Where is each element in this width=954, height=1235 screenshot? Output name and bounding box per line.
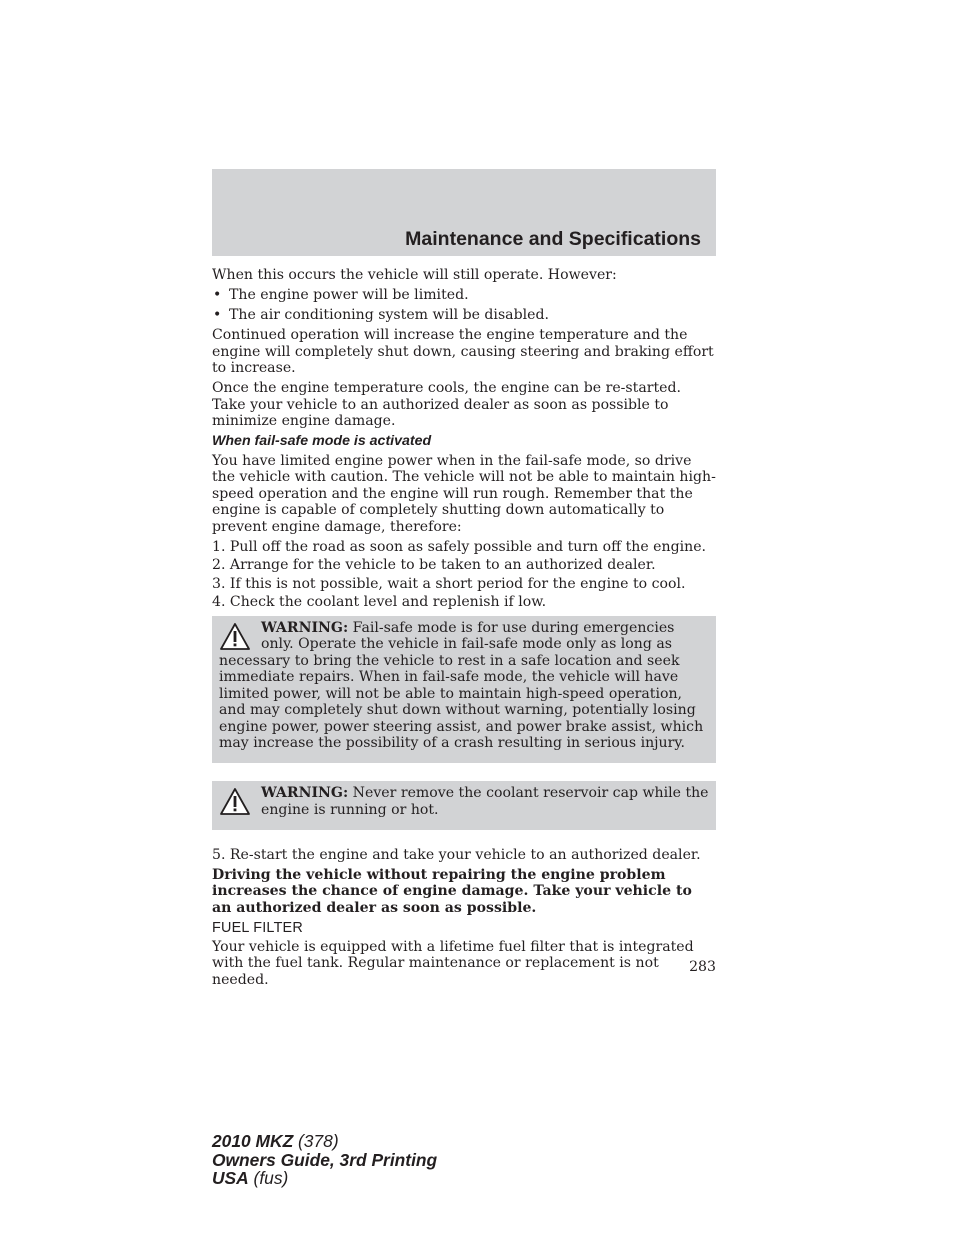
steps-list bbox=[212, 539, 716, 611]
warning-body: Never remove the coolant reservoir cap while the engine is running or hot. bbox=[261, 785, 709, 818]
warning-box bbox=[212, 781, 716, 830]
intro-paragraph: When this occurs the vehicle will still operate. However: bbox=[212, 267, 617, 283]
step-item: 1. Pull off the road as soon as safely possible and turn off the engine. bbox=[212, 538, 707, 555]
step-five: 5. Re-start the engine and take your vehicle to an authorized dealer. bbox=[212, 846, 701, 863]
warning-body: Fail-safe mode is for use during emergencies only. Operate the vehicle in fail-safe mode only as long as necessary to bring the vehicle to rest in a safe location and seek immediate repairs. When in fail-safe mode, the vehicle will have limited power, will not be able to maintain high-speed operation, and may completely shut down without warning, potentially losing engine power, power steering assist, and power brake assist, which may increase the possibility of a crash resulting in serious injury. bbox=[219, 619, 704, 751]
fuel-filter-paragraph: Your vehicle is equipped with a lifetime fuel filter that is integrated with the fuel tank. Regular maintenance or replacement is not needed. bbox=[212, 938, 694, 988]
effects-list bbox=[212, 287, 716, 324]
footer-line-model: 2010 MKZ (378) bbox=[212, 1131, 339, 1151]
section-header-banner bbox=[212, 169, 716, 256]
page-content bbox=[212, 267, 716, 992]
warning-text bbox=[219, 620, 709, 752]
step-item: 2. Arrange for the vehicle to be taken to an authorized dealer. bbox=[212, 557, 656, 573]
page-number: 283 bbox=[689, 959, 716, 975]
warning-label: WARNING: bbox=[261, 619, 349, 636]
footer-line-guide: Owners Guide, 3rd Printing bbox=[212, 1149, 438, 1170]
list-item: • The air conditioning system will be disabled. bbox=[212, 307, 716, 324]
document-footer bbox=[212, 1132, 437, 1188]
list-item: • The engine power will be limited. bbox=[212, 287, 716, 304]
continued-operation-paragraph: Continued operation will increase the engine temperature and the engine will completely shut down, causing steering and braking effort to increase. bbox=[212, 327, 714, 376]
warning-label: WARNING: bbox=[261, 785, 349, 801]
warning-triangle-icon bbox=[219, 787, 251, 817]
warning-text bbox=[219, 785, 709, 818]
fuel-filter-heading: FUEL FILTER bbox=[212, 920, 303, 936]
step-item: 3. If this is not possible, wait a short period for the engine to cool. bbox=[212, 575, 686, 592]
footer-line-region: USA (fus) bbox=[212, 1168, 289, 1188]
engine-cools-paragraph: Once the engine temperature cools, the engine can be re-started. Take your vehicle to an authorized dealer as soon as possible to minimize engine damage. bbox=[212, 380, 681, 429]
section-title: Maintenance and Specifications bbox=[405, 228, 701, 250]
step-item: 4. Check the coolant level and replenish if low. bbox=[212, 594, 547, 610]
limited-power-paragraph: You have limited engine power when in the fail-safe mode, so drive the vehicle with caution. The vehicle will not be able to maintain high-speed operation and the engine will run rough. Remember that the engine is capable of completely shutting down automatically to prevent engine damage, therefore: bbox=[212, 452, 716, 535]
warning-triangle-icon bbox=[219, 622, 251, 652]
warning-box bbox=[212, 616, 716, 764]
engine-damage-notice: Driving the vehicle without repairing the engine problem increases the chance of engine damage. Take your vehicle to an authorized dealer as soon as possible. bbox=[212, 866, 692, 916]
fail-safe-subheading: When fail-safe mode is activated bbox=[212, 433, 432, 449]
